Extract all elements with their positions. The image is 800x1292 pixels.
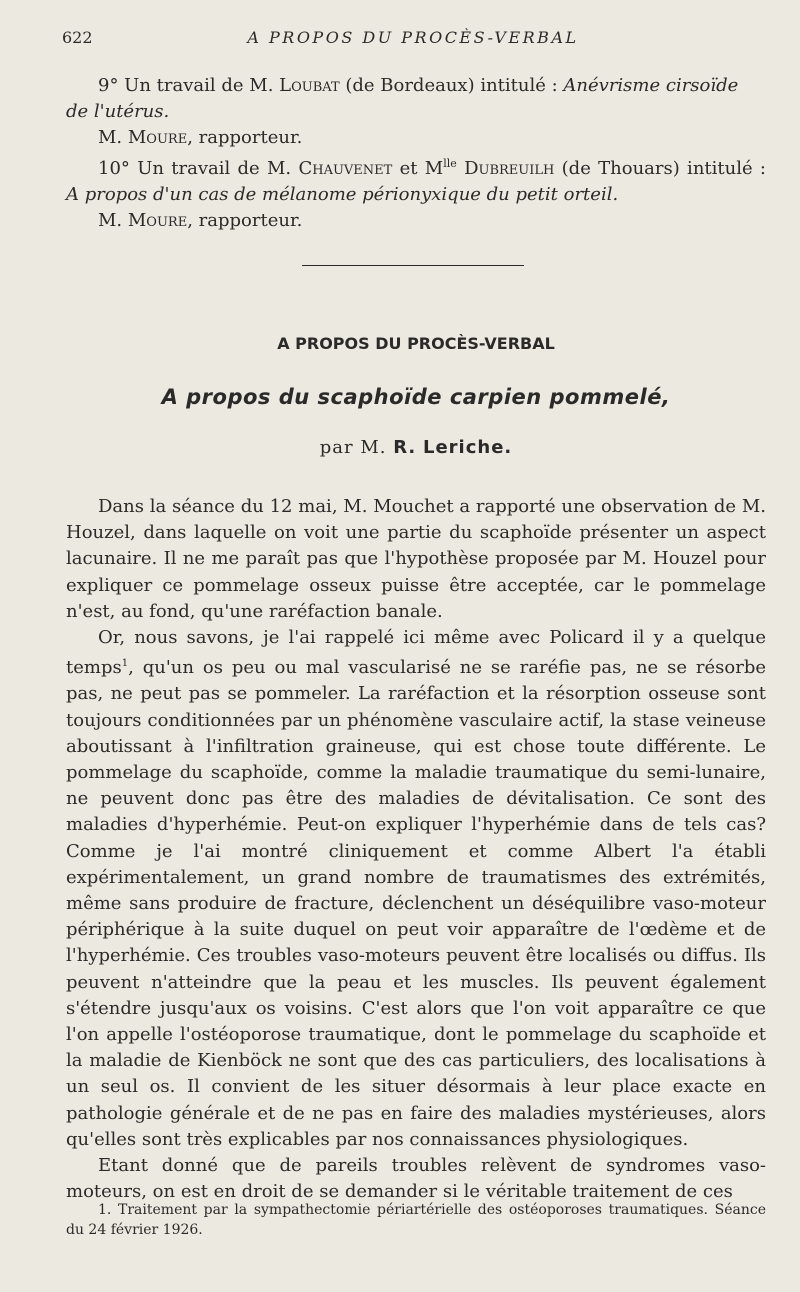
author-initial: R. [393,437,417,458]
item-text: Un travail de M. [129,158,299,179]
item-text: (de Bordeaux) intitulé : [339,75,564,96]
byline-prefix: par M. [319,437,394,458]
rapporteur-suffix: , rapporteur. [187,127,303,148]
byline [66,437,766,458]
paragraph: Dans la séance du 12 mai, M. Mouchet a rapporté une observation de M. Houzel, dans laquelle on voit une partie du scaphoïde présenter un aspect lacunaire. Il ne me paraît pas que l'hypothèse proposée par M. Houzel pour expliquer ce pommelage osseux puisse être acceptée, car le pommelage n'est, au fond, qu'une raréfaction banale. [66,496,766,622]
footnote-text: 1. Traitement par la sympathectomie périartérielle des ostéoporoses traumatiques. Séance du 24 février 1926. [66,1202,766,1238]
rapporteur-prefix: M. [98,127,128,148]
article-body [66,494,766,1205]
item-text: (de Thouars) intitulé : [554,158,766,179]
work-title: Anévrisme cirsoïde de l'utérus. [66,75,739,122]
running-title: A PROPOS DU PROCÈS-VERBAL [247,28,579,47]
title-superscript: lle [443,157,457,170]
author-name: Loubat [279,75,340,96]
section-title: A PROPOS DU PROCÈS-VERBAL [277,334,555,353]
footnote-marker: 1 [121,658,129,670]
page-number: 622 [62,28,93,47]
item-9 [66,73,766,151]
author-name: Leriche. [422,437,513,458]
footnote [66,1200,766,1240]
paragraph: Or, nous savons, je l'ai rappelé ici même avec Policard il y a quelque temps$^1$, qu'un os peu ou mal vascularisé ne se raréfie pas, ne se résorbe pas, ne peut pas se pommeler. La raréfaction et la résorption osseuse sont toujours conditionnées par un phénomène vasculaire actif, la stase veineuse aboutissant à l'infiltration graineuse, qui est chose toute différente. Le pommelage du scaphoïde, comme la maladie traumatique du semi-lunaire, ne peuvent donc pas être des maladies de dévitalisation. Ce sont des maladies d'hyperhémie. Peut-on expliquer l'hyperhémie dans de tels cas? Comme je l'ai montré cliniquement et comme Albert l'a établi expérimentalement, un grand nombre de traumatismes des extrémités, même sans produire de fracture, déclenchent un déséquilibre vaso-moteur périphérique à la suite duquel on peut voir apparaître de l'œdème et de l'hyperhémie. Ces troubles vaso-moteurs peuvent être localisés ou diffus. Ils peuvent n'atteindre que la peau et les muscles. Ils peuvent également s'étendre jusqu'aux os voisins. C'est alors que l'on voit apparaître ce que l'on appelle l'ostéoporose traumatique, dont le pommelage du scaphoïde et la maladie de Kienböck ne sont que des cas particuliers, des localisations à un seul os. Il convient de les situer désormais à leur place exacte en pathologie générale et de ne pas en faire des maladies mystérieuses, alors qu'elles sont très explicables par nos connaissances physiologiques. [66,627,766,1150]
article-title: A propos du scaphoïde carpien pommelé, [161,385,671,409]
work-title: A propos d'un cas de mélanome périonyxique du petit orteil. [66,184,619,205]
item-text: et M [392,158,444,179]
paragraph: Etant donné que de pareils troubles relèvent de syndromes vaso-moteurs, on est en droit de se demander si le véritable traitement de ces [66,1155,766,1203]
item-10 [66,151,766,234]
rapporteur-name: Moure [127,210,188,231]
author-name: Chauvenet [298,158,393,179]
running-head [62,28,764,52]
author-name: Dubreuilh [464,158,555,179]
item-text: Un travail de M. [118,75,280,96]
rapporteur-prefix: M. [98,210,128,231]
section-divider [302,265,524,266]
item-number: 9° [98,75,119,96]
rapporteur-name: Moure [127,127,188,148]
item-number: 10° [98,158,130,179]
rapporteur-suffix: , rapporteur. [187,210,303,231]
